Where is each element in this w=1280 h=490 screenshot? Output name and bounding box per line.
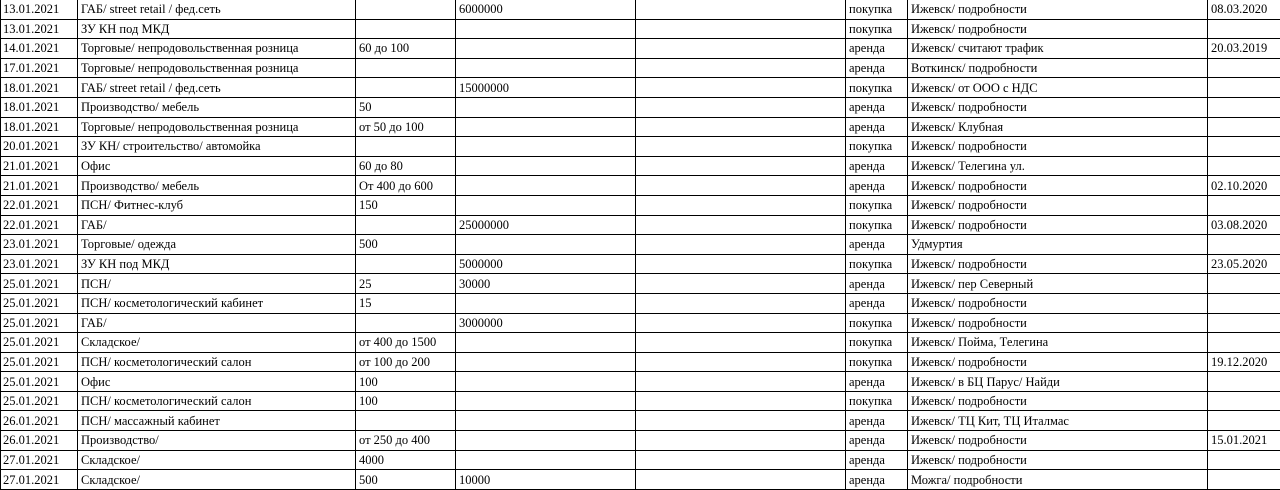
cell-date[interactable]: 27.01.2021 bbox=[1, 450, 78, 470]
cell-last-date[interactable] bbox=[1208, 313, 1280, 333]
cell-last-date[interactable]: 03.08.2020 bbox=[1208, 215, 1280, 235]
cell-price[interactable]: 30000 bbox=[456, 274, 636, 294]
cell-area[interactable]: 60 до 100 bbox=[356, 39, 456, 59]
cell-deal-type[interactable]: покупка bbox=[846, 0, 908, 19]
cell-area[interactable]: от 50 до 100 bbox=[356, 117, 456, 137]
cell-extra-1[interactable] bbox=[636, 137, 846, 157]
cell-extra-1[interactable] bbox=[636, 156, 846, 176]
cell-extra-1[interactable] bbox=[636, 58, 846, 78]
cell-date[interactable]: 25.01.2021 bbox=[1, 391, 78, 411]
cell-category[interactable]: Офис bbox=[78, 156, 356, 176]
cell-date[interactable]: 18.01.2021 bbox=[1, 117, 78, 137]
cell-extra-1[interactable] bbox=[636, 254, 846, 274]
cell-price[interactable]: 3000000 bbox=[456, 313, 636, 333]
cell-category[interactable]: Офис bbox=[78, 372, 356, 392]
cell-area[interactable]: 4000 bbox=[356, 450, 456, 470]
table-row bbox=[1, 235, 1280, 255]
cell-location[interactable]: Ижевск/ в БЦ Парус/ Найди bbox=[908, 372, 1208, 392]
cell-deal-type[interactable]: покупка bbox=[846, 195, 908, 215]
cell-area[interactable]: 15 bbox=[356, 293, 456, 313]
cell-area[interactable] bbox=[356, 254, 456, 274]
cell-date[interactable]: 18.01.2021 bbox=[1, 78, 78, 98]
cell-category[interactable]: Производство/ bbox=[78, 431, 356, 451]
cell-location[interactable]: Ижевск/ подробности bbox=[908, 0, 1208, 19]
cell-category[interactable]: ПСН/ Фитнес-клуб bbox=[78, 195, 356, 215]
cell-price[interactable] bbox=[456, 195, 636, 215]
cell-deal-type[interactable]: покупка bbox=[846, 137, 908, 157]
cell-category[interactable]: ГАБ/ bbox=[78, 215, 356, 235]
cell-deal-type[interactable]: аренда bbox=[846, 470, 908, 490]
cell-deal-type[interactable]: аренда bbox=[846, 450, 908, 470]
cell-last-date[interactable] bbox=[1208, 450, 1280, 470]
cell-date[interactable]: 21.01.2021 bbox=[1, 156, 78, 176]
cell-area[interactable]: 500 bbox=[356, 235, 456, 255]
cell-category[interactable]: ПСН/ косметологический салон bbox=[78, 352, 356, 372]
table-row bbox=[1, 195, 1280, 215]
cell-location[interactable]: Ижевск/ подробности bbox=[908, 431, 1208, 451]
cell-date[interactable]: 26.01.2021 bbox=[1, 431, 78, 451]
cell-deal-type[interactable]: покупка bbox=[846, 19, 908, 39]
cell-deal-type[interactable]: аренда bbox=[846, 39, 908, 59]
table-row bbox=[1, 176, 1280, 196]
cell-price[interactable]: 10000 bbox=[456, 470, 636, 490]
cell-category[interactable]: ЗУ КН/ строительство/ автомойка bbox=[78, 137, 356, 157]
table-row bbox=[1, 411, 1280, 431]
table-row bbox=[1, 215, 1280, 235]
cell-location[interactable]: Ижевск/ подробности bbox=[908, 391, 1208, 411]
cell-category[interactable]: Торговые/ непродовольственная розница bbox=[78, 39, 356, 59]
cell-date[interactable]: 13.01.2021 bbox=[1, 0, 78, 19]
cell-location[interactable]: Удмуртия bbox=[908, 235, 1208, 255]
cell-area[interactable]: 50 bbox=[356, 97, 456, 117]
cell-date[interactable]: 25.01.2021 bbox=[1, 274, 78, 294]
cell-deal-type[interactable]: покупка bbox=[846, 333, 908, 353]
cell-area[interactable]: 100 bbox=[356, 372, 456, 392]
cell-extra-1[interactable] bbox=[636, 372, 846, 392]
cell-price[interactable] bbox=[456, 391, 636, 411]
cell-area[interactable] bbox=[356, 0, 456, 19]
cell-category[interactable]: Производство/ мебель bbox=[78, 176, 356, 196]
cell-location[interactable]: Ижевск/ подробности bbox=[908, 254, 1208, 274]
cell-extra-1[interactable] bbox=[636, 293, 846, 313]
cell-category[interactable]: ПСН/ косметологический салон bbox=[78, 391, 356, 411]
cell-last-date[interactable] bbox=[1208, 391, 1280, 411]
cell-deal-type[interactable]: аренда bbox=[846, 431, 908, 451]
cell-location[interactable]: Ижевск/ подробности bbox=[908, 352, 1208, 372]
cell-date[interactable]: 17.01.2021 bbox=[1, 58, 78, 78]
cell-area[interactable] bbox=[356, 78, 456, 98]
cell-location[interactable]: Ижевск/ подробности bbox=[908, 137, 1208, 157]
cell-price[interactable]: 6000000 bbox=[456, 0, 636, 19]
cell-date[interactable]: 25.01.2021 bbox=[1, 313, 78, 333]
cell-date[interactable]: 21.01.2021 bbox=[1, 176, 78, 196]
cell-location[interactable]: Ижевск/ подробности bbox=[908, 215, 1208, 235]
cell-area[interactable]: от 100 до 200 bbox=[356, 352, 456, 372]
cell-last-date[interactable] bbox=[1208, 117, 1280, 137]
cell-area[interactable]: 100 bbox=[356, 391, 456, 411]
cell-location[interactable]: Ижевск/ подробности bbox=[908, 19, 1208, 39]
cell-category[interactable]: ГАБ/ bbox=[78, 313, 356, 333]
table-row bbox=[1, 391, 1280, 411]
cell-category[interactable]: Складское/ bbox=[78, 333, 356, 353]
cell-date[interactable]: 23.01.2021 bbox=[1, 254, 78, 274]
table-row bbox=[1, 0, 1280, 19]
cell-date[interactable]: 25.01.2021 bbox=[1, 293, 78, 313]
cell-price[interactable] bbox=[456, 97, 636, 117]
cell-category[interactable]: ПСН/ косметологический кабинет bbox=[78, 293, 356, 313]
cell-date[interactable]: 25.01.2021 bbox=[1, 333, 78, 353]
cell-deal-type[interactable]: аренда bbox=[846, 156, 908, 176]
cell-date[interactable]: 23.01.2021 bbox=[1, 235, 78, 255]
cell-price[interactable] bbox=[456, 19, 636, 39]
cell-area[interactable]: 500 bbox=[356, 470, 456, 490]
cell-area[interactable]: от 400 до 1500 bbox=[356, 333, 456, 353]
cell-date[interactable]: 25.01.2021 bbox=[1, 372, 78, 392]
cell-last-date[interactable] bbox=[1208, 156, 1280, 176]
cell-extra-1[interactable] bbox=[636, 431, 846, 451]
cell-extra-1[interactable] bbox=[636, 97, 846, 117]
cell-location[interactable]: Ижевск/ считают трафик bbox=[908, 39, 1208, 59]
cell-category[interactable]: ПСН/ массажный кабинет bbox=[78, 411, 356, 431]
cell-area[interactable]: 25 bbox=[356, 274, 456, 294]
cell-last-date[interactable] bbox=[1208, 372, 1280, 392]
cell-extra-1[interactable] bbox=[636, 235, 846, 255]
cell-last-date[interactable] bbox=[1208, 333, 1280, 353]
cell-deal-type[interactable]: аренда bbox=[846, 235, 908, 255]
cell-price[interactable] bbox=[456, 117, 636, 137]
cell-price[interactable] bbox=[456, 352, 636, 372]
cell-location[interactable]: Ижевск/ подробности bbox=[908, 97, 1208, 117]
cell-extra-1[interactable] bbox=[636, 333, 846, 353]
table-row bbox=[1, 293, 1280, 313]
cell-price[interactable] bbox=[456, 176, 636, 196]
cell-extra-1[interactable] bbox=[636, 391, 846, 411]
cell-location[interactable]: Ижевск/ Клубная bbox=[908, 117, 1208, 137]
cell-area[interactable]: от 250 до 400 bbox=[356, 431, 456, 451]
cell-last-date[interactable]: 15.01.2021 bbox=[1208, 431, 1280, 451]
table-row bbox=[1, 137, 1280, 157]
cell-location[interactable]: Ижевск/ Телегина ул. bbox=[908, 156, 1208, 176]
cell-last-date[interactable] bbox=[1208, 274, 1280, 294]
cell-location[interactable]: Ижевск/ Пойма, Телегина bbox=[908, 333, 1208, 353]
cell-deal-type[interactable]: аренда bbox=[846, 274, 908, 294]
cell-deal-type[interactable]: покупка bbox=[846, 215, 908, 235]
cell-price[interactable] bbox=[456, 411, 636, 431]
cell-date[interactable]: 22.01.2021 bbox=[1, 215, 78, 235]
cell-last-date[interactable]: 20.03.2019 bbox=[1208, 39, 1280, 59]
cell-category[interactable]: Складское/ bbox=[78, 450, 356, 470]
cell-category[interactable]: ПСН/ bbox=[78, 274, 356, 294]
table-row bbox=[1, 333, 1280, 353]
cell-date[interactable]: 22.01.2021 bbox=[1, 195, 78, 215]
table-row bbox=[1, 78, 1280, 98]
cell-extra-1[interactable] bbox=[636, 411, 846, 431]
table-row bbox=[1, 58, 1280, 78]
cell-extra-1[interactable] bbox=[636, 0, 846, 19]
cell-last-date[interactable] bbox=[1208, 58, 1280, 78]
cell-extra-1[interactable] bbox=[636, 117, 846, 137]
cell-price[interactable] bbox=[456, 137, 636, 157]
cell-deal-type[interactable]: аренда bbox=[846, 372, 908, 392]
cell-date[interactable]: 27.01.2021 bbox=[1, 470, 78, 490]
cell-extra-1[interactable] bbox=[636, 78, 846, 98]
cell-extra-1[interactable] bbox=[636, 352, 846, 372]
table-row bbox=[1, 254, 1280, 274]
cell-location[interactable]: Ижевск/ подробности bbox=[908, 293, 1208, 313]
cell-area[interactable] bbox=[356, 19, 456, 39]
cell-last-date[interactable] bbox=[1208, 97, 1280, 117]
cell-extra-1[interactable] bbox=[636, 215, 846, 235]
cell-category[interactable]: ЗУ КН под МКД bbox=[78, 254, 356, 274]
cell-area[interactable]: От 400 до 600 bbox=[356, 176, 456, 196]
cell-extra-1[interactable] bbox=[636, 313, 846, 333]
cell-date[interactable]: 14.01.2021 bbox=[1, 39, 78, 59]
cell-extra-1[interactable] bbox=[636, 274, 846, 294]
cell-deal-type[interactable]: покупка bbox=[846, 313, 908, 333]
cell-extra-1[interactable] bbox=[636, 195, 846, 215]
cell-price[interactable] bbox=[456, 293, 636, 313]
cell-category[interactable]: Торговые/ непродовольственная розница bbox=[78, 117, 356, 137]
cell-extra-1[interactable] bbox=[636, 176, 846, 196]
cell-deal-type[interactable]: покупка bbox=[846, 254, 908, 274]
cell-location[interactable]: Ижевск/ подробности bbox=[908, 313, 1208, 333]
cell-deal-type[interactable]: аренда bbox=[846, 176, 908, 196]
cell-location[interactable]: Ижевск/ подробности bbox=[908, 450, 1208, 470]
cell-deal-type[interactable]: аренда bbox=[846, 411, 908, 431]
cell-area[interactable] bbox=[356, 313, 456, 333]
cell-area[interactable] bbox=[356, 137, 456, 157]
table-row bbox=[1, 117, 1280, 137]
cell-last-date[interactable] bbox=[1208, 411, 1280, 431]
table-row bbox=[1, 431, 1280, 451]
cell-last-date[interactable]: 02.10.2020 bbox=[1208, 176, 1280, 196]
cell-price[interactable] bbox=[456, 333, 636, 353]
cell-category[interactable]: Торговые/ непродовольственная розница bbox=[78, 58, 356, 78]
cell-price[interactable] bbox=[456, 372, 636, 392]
table-row bbox=[1, 19, 1280, 39]
cell-date[interactable]: 26.01.2021 bbox=[1, 411, 78, 431]
cell-location[interactable]: Ижевск/ пер Северный bbox=[908, 274, 1208, 294]
cell-last-date[interactable]: 19.12.2020 bbox=[1208, 352, 1280, 372]
table-row bbox=[1, 39, 1280, 59]
cell-last-date[interactable]: 23.05.2020 bbox=[1208, 254, 1280, 274]
cell-price[interactable] bbox=[456, 450, 636, 470]
cell-date[interactable]: 25.01.2021 bbox=[1, 352, 78, 372]
cell-price[interactable]: 25000000 bbox=[456, 215, 636, 235]
cell-location[interactable]: Ижевск/ подробности bbox=[908, 176, 1208, 196]
cell-deal-type[interactable]: аренда bbox=[846, 293, 908, 313]
cell-location[interactable]: Можга/ подробности bbox=[908, 470, 1208, 490]
cell-date[interactable]: 20.01.2021 bbox=[1, 137, 78, 157]
cell-date[interactable]: 18.01.2021 bbox=[1, 97, 78, 117]
cell-price[interactable] bbox=[456, 58, 636, 78]
cell-deal-type[interactable]: аренда bbox=[846, 97, 908, 117]
cell-category[interactable]: ГАБ/ street retail / фед.сеть bbox=[78, 78, 356, 98]
cell-extra-1[interactable] bbox=[636, 470, 846, 490]
cell-extra-1[interactable] bbox=[636, 19, 846, 39]
cell-last-date[interactable] bbox=[1208, 137, 1280, 157]
cell-category[interactable]: Торговые/ одежда bbox=[78, 235, 356, 255]
cell-deal-type[interactable]: покупка bbox=[846, 352, 908, 372]
cell-price[interactable] bbox=[456, 431, 636, 451]
cell-deal-type[interactable]: аренда bbox=[846, 58, 908, 78]
cell-category[interactable]: ГАБ/ street retail / фед.сеть bbox=[78, 0, 356, 19]
cell-area[interactable] bbox=[356, 411, 456, 431]
table-body bbox=[1, 0, 1280, 489]
table-row bbox=[1, 97, 1280, 117]
cell-location[interactable]: Ижевск/ подробности bbox=[908, 195, 1208, 215]
cell-deal-type[interactable]: аренда bbox=[846, 117, 908, 137]
cell-category[interactable]: Производство/ мебель bbox=[78, 97, 356, 117]
table-row bbox=[1, 274, 1280, 294]
cell-deal-type[interactable]: покупка bbox=[846, 391, 908, 411]
cell-deal-type[interactable]: покупка bbox=[846, 78, 908, 98]
cell-extra-1[interactable] bbox=[636, 450, 846, 470]
cell-category[interactable]: ЗУ КН под МКД bbox=[78, 19, 356, 39]
cell-price[interactable] bbox=[456, 235, 636, 255]
cell-last-date[interactable] bbox=[1208, 293, 1280, 313]
cell-price[interactable]: 15000000 bbox=[456, 78, 636, 98]
cell-last-date[interactable] bbox=[1208, 195, 1280, 215]
cell-area[interactable]: 60 до 80 bbox=[356, 156, 456, 176]
cell-date[interactable]: 13.01.2021 bbox=[1, 19, 78, 39]
cell-price[interactable]: 5000000 bbox=[456, 254, 636, 274]
cell-price[interactable] bbox=[456, 39, 636, 59]
table-row bbox=[1, 470, 1280, 490]
cell-last-date[interactable] bbox=[1208, 19, 1280, 39]
cell-area[interactable] bbox=[356, 215, 456, 235]
cell-location[interactable]: Ижевск/ от ООО с НДС bbox=[908, 78, 1208, 98]
cell-category[interactable]: Складское/ bbox=[78, 470, 356, 490]
table-row bbox=[1, 450, 1280, 470]
table-row bbox=[1, 156, 1280, 176]
table-row bbox=[1, 352, 1280, 372]
cell-price[interactable] bbox=[456, 156, 636, 176]
table-row bbox=[1, 313, 1280, 333]
table-row bbox=[1, 372, 1280, 392]
cell-last-date[interactable] bbox=[1208, 235, 1280, 255]
cell-last-date[interactable] bbox=[1208, 470, 1280, 490]
cell-location[interactable]: Ижевск/ ТЦ Кит, ТЦ Италмас bbox=[908, 411, 1208, 431]
cell-location[interactable]: Воткинск/ подробности bbox=[908, 58, 1208, 78]
cell-extra-1[interactable] bbox=[636, 39, 846, 59]
cell-area[interactable] bbox=[356, 58, 456, 78]
cell-last-date[interactable] bbox=[1208, 78, 1280, 98]
cell-area[interactable]: 150 bbox=[356, 195, 456, 215]
cell-last-date[interactable]: 08.03.2020 bbox=[1208, 0, 1280, 19]
